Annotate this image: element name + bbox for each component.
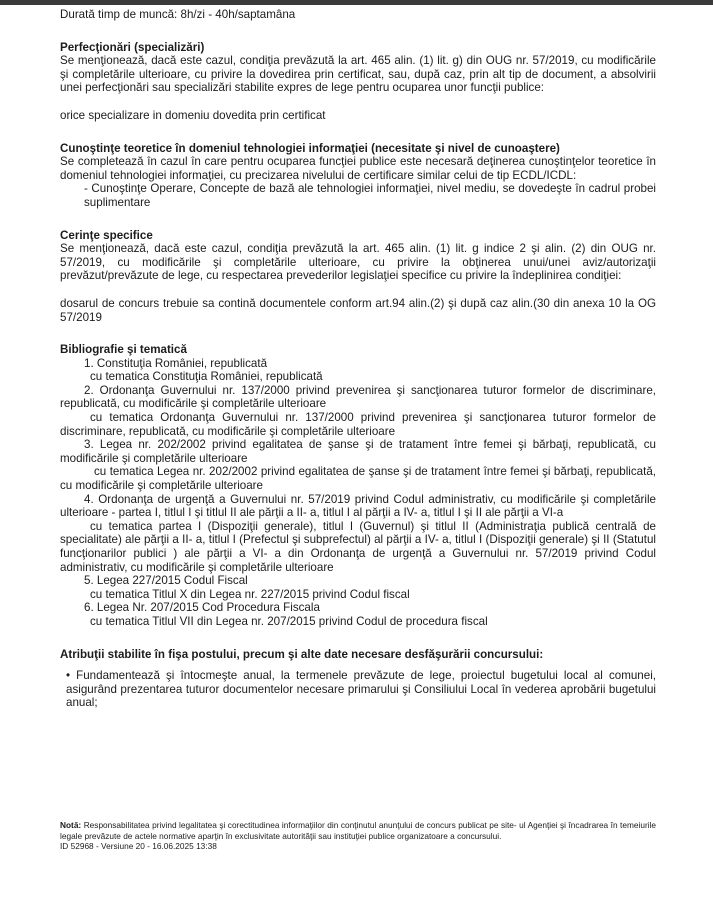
bib-law-5: 5. Legea 227/2015 Codul Fiscal: [84, 574, 248, 588]
document-page: [60, 8, 656, 710]
perfectionari-title: Perfecţionări (specializări): [60, 40, 205, 54]
cerinte-intro: Se menţionează, dacă este cazul, condiţia prevăzută la art. 465 alin. (1) lit. g indice 2 şi alin. (2) din OUG nr. 57/2019, cu modificările şi completările ulterioare, cu privire la obţinerea unui/unei aviz/autorizaţii prevăzut/prevăzute de lege, cu respectarea prevederilor legislaţiei specifice cu privire la îndeplinirea condiţiei:: [60, 242, 656, 283]
top-border: [0, 0, 713, 5]
bib-law-6: 6. Legea Nr. 207/2015 Cod Procedura Fiscala: [84, 601, 320, 615]
work-duration: Durată timp de muncă: 8h/zi - 40h/saptamâna: [60, 8, 296, 21]
cerinte-value: dosarul de concurs trebuie sa contină documentele conform art.94 alin.(2) şi după caz alin.(30 din anexa 10 la OG 57/2019: [60, 296, 656, 324]
it-intro: Se completează în cazul în care pentru ocuparea funcţiei publice este necesară deţinerea cunoştinţelor teoretice în domeniul tehnologiei informaţiei, cu precizarea nivelului de certificare similar celui de tip ECDL/ICDL:: [60, 155, 656, 182]
perfectionari-intro: Se menţionează, dacă este cazul, condiţia prevăzută la art. 465 alin. (1) lit. g) din OUG nr. 57/2019, cu modificările şi completările ulterioare, cu privire la dovedirea prin certificat, sau, după caz, prin alt tip de document, a absolvirii unei perfecţionări sau specializări stabilite expres de lege pentru ocuparea unor funcţii publice:: [60, 54, 656, 95]
bib-tema-2: cu tematica Ordonanţa Guvernului nr. 137/2000 privind prevenirea şi sancţionarea tuturor formelor de discriminare, republicată, cu modificările şi completările ulterioare: [60, 411, 656, 438]
bib-tema-5: cu tematica Titlul X din Legea nr. 227/2015 privind Codul fiscal: [90, 587, 410, 601]
bib-tema-3: cu tematica Legea nr. 202/2002 privind egalitatea de şanse şi de tratament între femei şi bărbaţi, republicată, cu modificările şi completările ulterioare: [60, 465, 656, 493]
cerinte-title: Cerinţe specifice: [60, 228, 153, 242]
footnote-label: Notă:: [60, 820, 82, 830]
atributii-item-1: • Fundamentează şi întocmeşte anual, la termenele prevăzute de lege, proiectul bugetului local al comunei, asigurând prezentarea tuturor documentelor necesare primarului şi Consiliului Local în vederea aprobării bugetului anual;: [66, 669, 656, 710]
perfectionari-value: orice specializare in domeniu dovedita prin certificat: [60, 108, 326, 122]
footnote-id: ID 52968 - Versiune 20 - 16.06.2025 13:38: [60, 841, 217, 851]
it-value: - Cunoştinţe Operare, Concepte de bază ale tehnologiei informaţiei, nivel mediu, se dovedeşte în cadrul probei suplimentare: [84, 182, 656, 209]
bib-tema-1: cu tematica Constituţia României, republicată: [90, 370, 323, 384]
bib-law-3: 3. Legea nr. 202/2002 privind egalitatea de şanse şi de tratament între femei şi bărbaţi, republicată, cu modificările şi completările ulterioare: [60, 438, 656, 465]
it-title: Cunoştinţe teoretice în domeniul tehnologiei informaţiei (necesitate şi nivel de cunoaştere): [60, 141, 560, 155]
bibliografie-title: Bibliografie şi tematică: [60, 343, 187, 357]
bib-tema-6: cu tematica Titlul VII din Legea nr. 207/2015 privind Codul de procedura fiscal: [90, 614, 488, 628]
bib-tema-4: cu tematica partea I (Dispoziţii generale), titlul I (Guvernul) şi titlul II (Administraţia publică centrală de specialitate) ale părţii a II- a, titlul I (Prefectul şi subprefectul) al părţii a IV- a, titlul I (Dispoziţii generale) şi II (Statutul funcţionarilor publici ) ale părţii a VI- a din Ordonanţa de urgenţă a Guvernului nr. 57/2019 privind Codul administrativ, cu modificările şi completările ulterioare: [60, 519, 656, 574]
bib-law-2: 2. Ordonanţa Guvernului nr. 137/2000 privind prevenirea şi sancţionarea tuturor formelor de discriminare, republicată, cu modificările şi completările ulterioare: [60, 383, 656, 411]
bibliografie-list: [60, 357, 656, 629]
bib-law-4: 4. Ordonanţa de urgenţă a Guvernului nr. 57/2019 privind Codul administrativ, cu modificările şi completările ulterioare - partea I, titlul I şi titlul II ale părţii a II- a, titlul I al părţii a IV- a, titlul I şi II ale părţii a VI-a: [60, 492, 656, 520]
footnote: [60, 820, 656, 852]
atributii-title: Atribuţii stabilite în fişa postului, precum şi alte date necesare desfăşurării concursului:: [60, 647, 544, 661]
footnote-text: Responsabilitatea privind legalitatea şi corectitudinea informaţiilor din conţinutul anunţului de concurs publicat pe site- ul Agenţiei şi încadrarea în temeiurile legale prevăzute de actele normative aparţin în exclusivitate autorităţii sau instituţiei publice organizatoare a concursului.: [60, 820, 657, 841]
bib-law-1: 1. Constituţia României, republicată: [84, 356, 268, 370]
